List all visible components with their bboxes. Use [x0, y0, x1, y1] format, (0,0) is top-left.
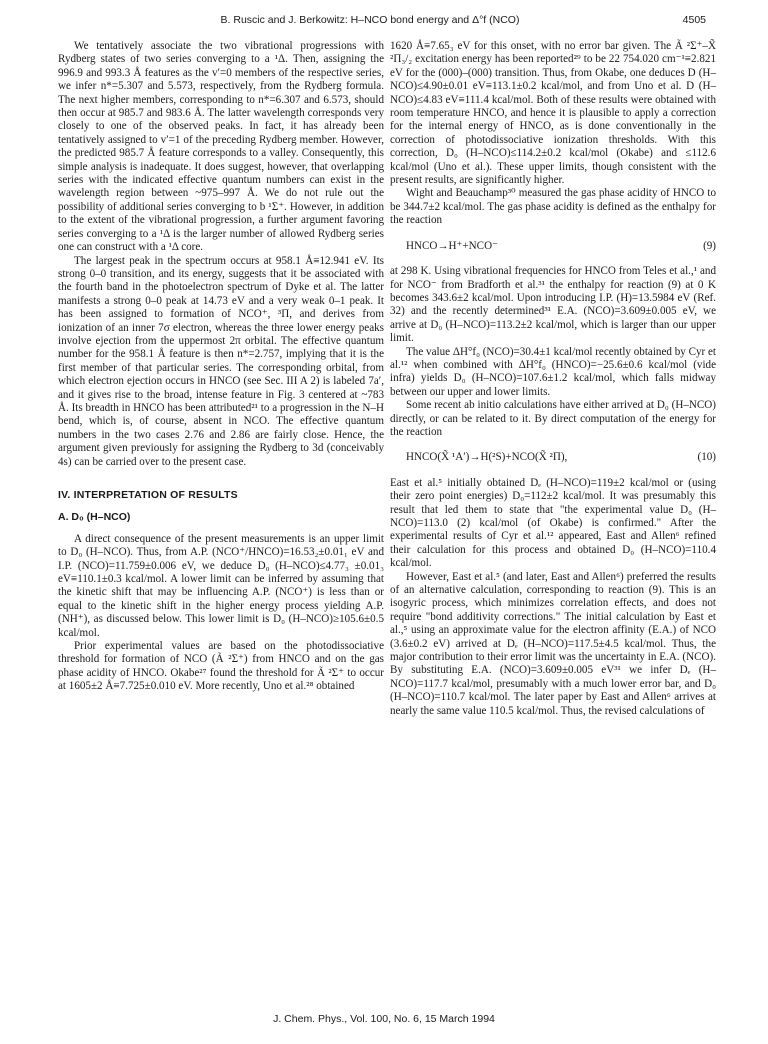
paragraph: Some recent ab initio calculations have either arrived at D₀ (H–NCO) directly, or can be related to it. By direct computation of the energy for the reaction	[390, 399, 716, 438]
journal-footer: J. Chem. Phys., Vol. 100, No. 6, 15 March 1994	[273, 1013, 495, 1025]
paragraph: East et al.⁵ initially obtained Dₑ (H–NCO)=119±2 kcal/mol or (using their zero point energies) D₀=112±2 kcal/mol. It was presumably this result that led them to state that "the experimental value D₀ (H–NCO)=113.0 (2) kcal/mol (of Okabe) is confirmed." After the experimental results of Cyr et al.¹² appeared, East and Allen⁶ refined their calculation for this process and obtained D₀ (H–NCO)=110.4 kcal/mol.	[390, 476, 716, 570]
paragraph: at 298 K. Using vibrational frequencies for HNCO from Teles et al.,¹ and for NCO⁻ from Bradforth et al.³¹ the enthalpy for reaction (9) at 0 K becomes 343.6±2 kcal/mol. Upon introducing I.P. (H)=13.5984 eV (Ref. 32) and the recently determined³¹ E.A. (NCO)=3.609±0.005 eV, we arrive at D₀ (H–NCO)=113.2±2 kcal/mol, which is larger than our upper limit.	[390, 265, 716, 345]
section-heading: IV. INTERPRETATION OF RESULTS	[58, 489, 238, 501]
equation-body: HNCO(X̃ ¹A′)→H(²S)+NCO(X̃ ²Π),	[406, 451, 568, 464]
paragraph: The largest peak in the spectrum occurs at 958.1 Å≡12.941 eV. Its strong 0–0 transition, and its energy, suggests that it be associated with the fourth band in the photoelectron spectrum of Dyke et al. The latter manifests a strong 0–0 peak at 14.73 eV and a very weak 0–1 peak. It has been assigned to formation of NCO⁺, ³Π, and derives from ionization of an inner 7σ electron, whereas the three lower energy peaks involve ejection from the uppermost 2π orbital. The effective quantum number for the 958.1 Å feature is then n*=2.757, implying that it is the first member of that particular series. The corresponding orbital, from which electron ejection occurs in HNCO (see Sec. III A 2) is labeled 7a′, and it gives rise to the broad, intense feature in Fig. 3 centered at ~783 Å. Its breadth in HNCO has been attributed²¹ to a progression in the N–H bend, which is, of course, absent in NCO. The effective quantum numbers in the two cases 2.76 and 2.86 are fairly close. Hence, the argument given previously for assigning the Rydberg to 3d (conceivably 4s) can be carried over to the present case.	[58, 254, 384, 468]
equation-body: HNCO→H⁺+NCO⁻	[406, 239, 498, 252]
running-header: B. Ruscic and J. Berkowitz: H–NCO bond energy and Δ°f (NCO)	[220, 14, 520, 26]
paragraph: Prior experimental values are based on the photodissociative threshold for formation of NCO (Ã ²Σ⁺) from HNCO and on the gas phase acidity of HNCO. Okabe²⁷ found the threshold for Ã ²Σ⁺ to occur at 1605±2 Å≡7.725±0.010 eV. More recently, Uno et al.²⁸ obtained	[58, 640, 384, 693]
subsection-heading: A. D₀ (H–NCO)	[58, 511, 131, 524]
equation-9	[390, 240, 716, 253]
right-column	[390, 40, 716, 718]
paragraph: The value ΔH°f₀ (NCO)=30.4±1 kcal/mol recently obtained by Cyr et al.¹² when combined with ΔH°f₀ (HNCO)=−25.6±0.6 kcal/mol (vide infra) yields D₀ (H–NCO)=107.6±1.2 kcal/mol, which falls midway between our upper and lower limits.	[390, 345, 716, 398]
equation-number: (10)	[697, 451, 716, 464]
paragraph: 1620 Å≡7.65₃ eV for this onset, with no error bar given. The Ã ²Σ⁺–X̃ ²Π₃/₂ excitation energy has been reported²⁹ to be 22 754.020 cm⁻¹≡2.821 eV for the (000)–(000) transition. Thus, from Okabe, one deduces D (H–NCO)≤4.90±0.01 eV≡113.1±0.2 kcal/mol, and from Uno et al. D (H–NCO)≤4.83 eV≡111.4 kcal/mol. Both of these results were obtained with room temperature HNCO, and hence it is plausible to apply a correction for the internal energy of HNCO, as is done conventionally in the correction of photodissociative ionization thresholds. With this correction, D₀ (H–NCO)≤114.2±0.2 kcal/mol (Okabe) and ≤112.6 kcal/mol (Uno et al.). These upper limits, though consistent with the present results, are significantly higher.	[390, 40, 716, 187]
paragraph: We tentatively associate the two vibrational progressions with Rydberg states of two series converging to a ¹Δ. Then, assigning the 996.9 and 993.3 Å features as the v′=0 members of the respective series, we infer n*=5.307 and 5.573, respectively, from the Rydberg formula. The next higher members, corresponding to n*=6.307 and 6.573, should then occur at 985.7 and 983.6 Å. The latter wavelength corresponds very closely to one of the observed peaks. In fact, it has already been tentatively assigned to v′=1 of the preceding Rydberg member. However, the predicted 985.7 Å feature corresponds to a valley. Consequently, this simple analysis is inadequate. It does suggest, however, that overlapping series with the indicated effective quantum numbers can exist in the wavelength region between ~975–997 Å. We do not rule out the possibility of additional series converging to b ¹Σ⁺. However, in addition to the extent of the vibrational progression, a further argument favoring series converging to a ¹Δ is the larger number of allowed Rydberg series one can construct with a ¹Δ core.	[58, 40, 384, 254]
equation-10	[390, 451, 716, 464]
paragraph: A direct consequence of the present measurements is an upper limit to D₀ (H–NCO). Thus, from A.P. (NCO⁺/HNCO)=16.53₂±0.01₁ eV and I.P. (NCO)=11.759±0.006 eV, we deduce D₀ (H–NCO)≤4.77₃ ±0.01₃ eV≡110.1±0.3 kcal/mol. A lower limit can be inferred by assuming that the kinetic shift that may be influencing A.P. (NCO⁺) is less than or equal to the kinetic shift in the higher energy process yielding A.P. (NH⁺), as discussed below. This lower limit is D₀ (H–NCO)≥105.6±0.5 kcal/mol.	[58, 532, 384, 639]
left-column	[58, 40, 384, 694]
paragraph: However, East et al.⁵ (and later, East and Allen⁶) preferred the results of an alternative calculation, corresponding to reaction (9). This is an isogyric process, which minimizes correlation effects, and does not require "bond additivity corrections." The initial calculation by East et al.,⁵ using an approximate value for the electron affinity (E.A.) of NCO (3.6±0.2 eV) arrived at Dₑ (H–NCO)=117.5±4.5 kcal/mol. Thus, the major contribution to their error limit was the uncertainty in E.A. (NCO). By substituting E.A. (NCO)=3.609±0.005 eV³¹ we infer Dₑ (H–NCO)=117.7 kcal/mol, presumably with a much lower error bar, and D₀ (H–NCO)=110.7 kcal/mol. The later paper by East and Allen⁶ arrives at nearly the same value 110.5 kcal/mol. Thus, the revised calculations of	[390, 570, 716, 717]
page-number: 4505	[682, 14, 706, 26]
equation-number: (9)	[703, 239, 716, 252]
paragraph: Wight and Beauchamp³⁰ measured the gas phase acidity of HNCO to be 344.7±2 kcal/mol. The gas phase acidity is defined as the enthalpy for the reaction	[390, 187, 716, 227]
